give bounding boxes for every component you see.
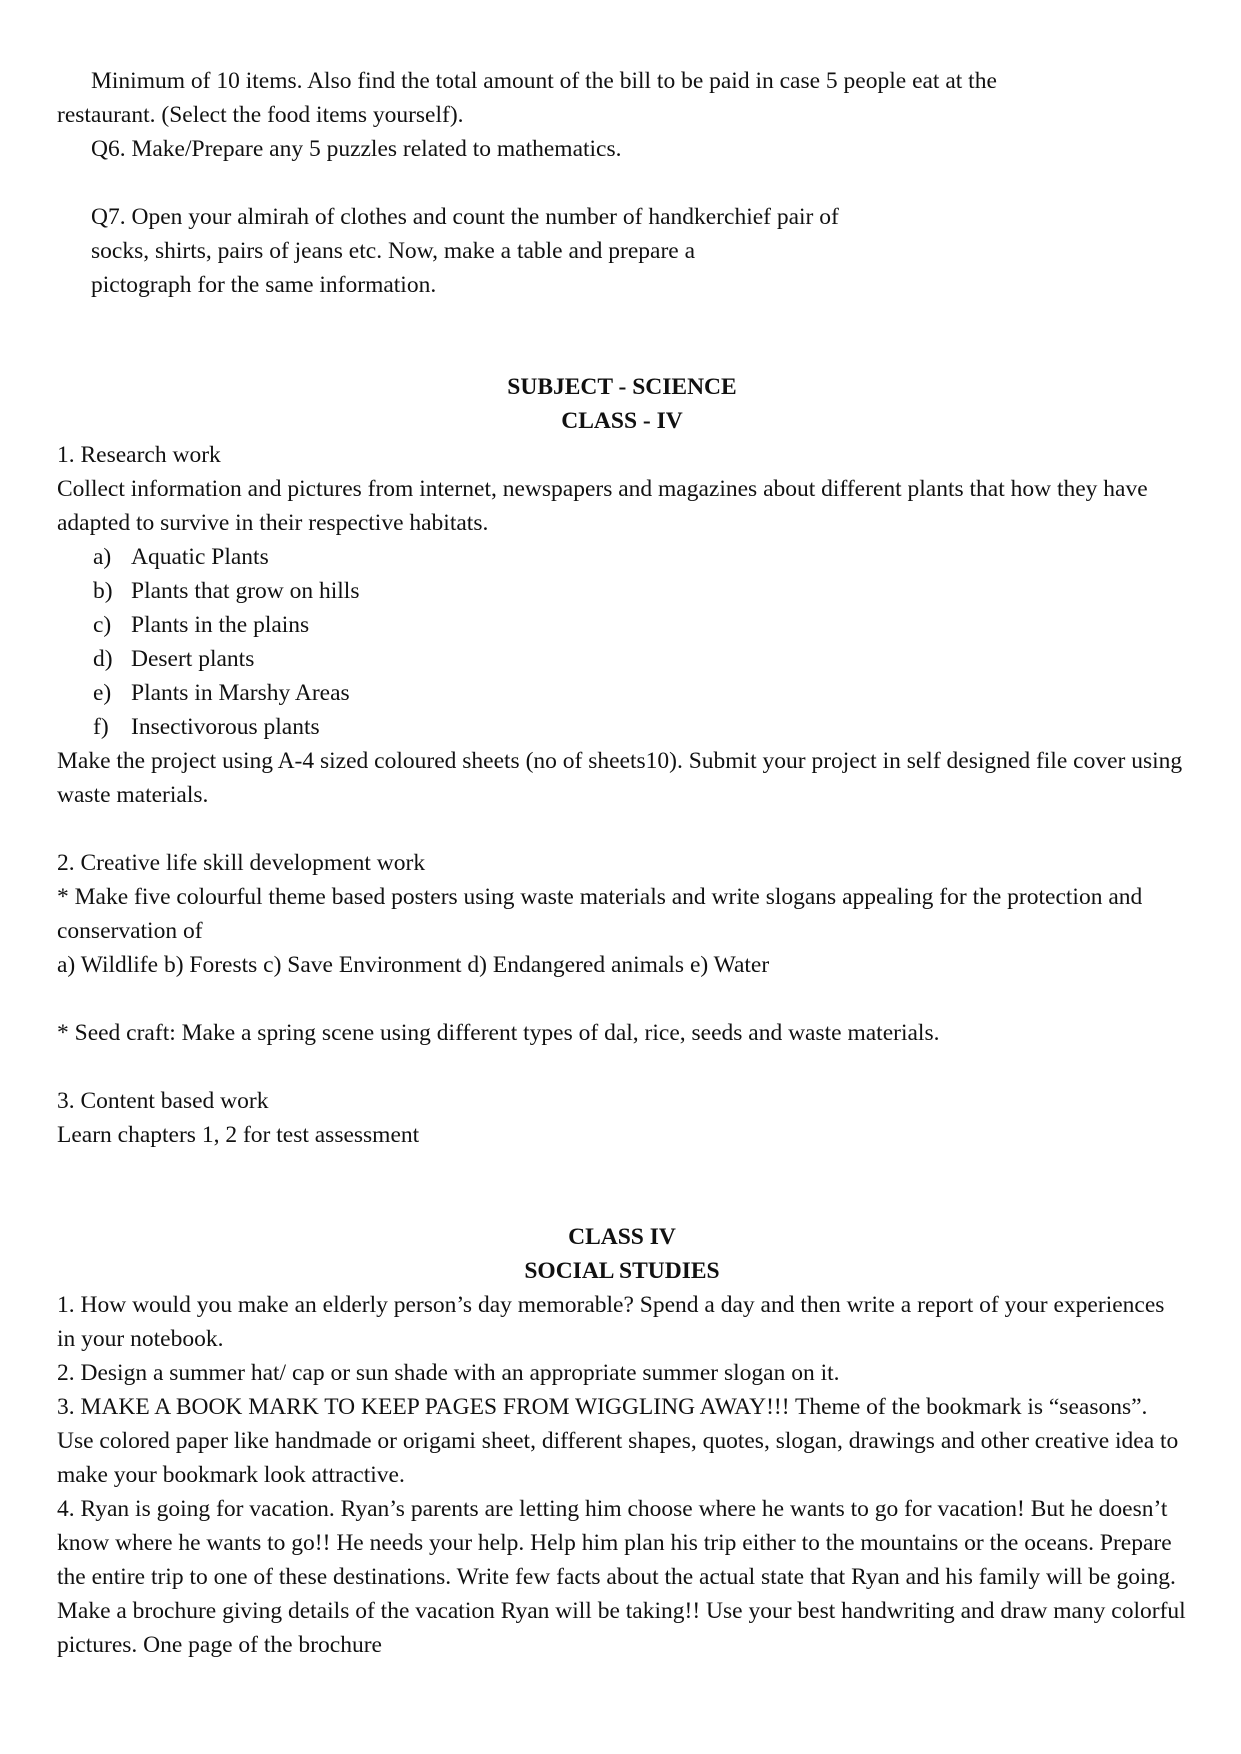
list-marker: a) (93, 544, 112, 570)
list-marker: b) (93, 578, 113, 604)
social-class: CLASS IV (568, 1224, 676, 1250)
list-item (93, 642, 1187, 676)
research-work-description: Collect information and pictures from internet, newspapers and magazines about different plants that how they have adapted to survive in their respective habitats. (57, 476, 1148, 536)
project-instructions: Make the project using A-4 sized coloured sheets (no of sheets10). Submit your project in self designed file cover using waste materials. (57, 748, 1183, 808)
list-item (93, 540, 1187, 574)
maths-section (57, 64, 1187, 302)
list-item-text: Aquatic Plants (131, 544, 269, 570)
science-heading: SUBJECT - SCIENCE (507, 374, 737, 400)
content-work-title: 3. Content based work (57, 1088, 269, 1114)
question-7-line: socks, shirts, pairs of jeans etc. Now, make a table and prepare a (91, 238, 696, 264)
research-work-title: 1. Research work (57, 442, 221, 468)
science-class: CLASS - IV (561, 408, 683, 434)
social-question-1: 1. How would you make an elderly person’s day memorable? Spend a day and then write a report of your experiences in your notebook. (57, 1292, 1165, 1352)
document-page (57, 64, 1187, 1662)
question-6: Q6. Make/Prepare any 5 puzzles related to mathematics. (91, 136, 622, 162)
list-item (93, 710, 1187, 744)
plant-types-list (57, 540, 1187, 744)
creative-work-title: 2. Creative life skill development work (57, 850, 426, 876)
list-item-text: Desert plants (131, 646, 255, 672)
list-item (93, 676, 1187, 710)
social-question-4: 4. Ryan is going for vacation. Ryan’s parents are letting him choose where he wants to go for vacation! But he doesn’t know where he wants to go!! He needs your help. Help him plan his trip either to the mountains or the oceans. Prepare the entire trip to one of these destinations. Write few facts about the actual state that Ryan and his family will be going. Make a brochure giving details of the vacation Ryan will be taking!! Use your best handwriting and draw many colorful pictures. One page of the brochure (57, 1496, 1186, 1658)
list-item (93, 608, 1187, 642)
social-studies-section (57, 1220, 1187, 1662)
question-7-line: Q7. Open your almirah of clothes and count the number of handkerchief pair of (91, 204, 839, 230)
q5-continuation-line: restaurant. (Select the food items yourself). (57, 102, 464, 128)
list-marker: e) (93, 680, 112, 706)
list-item-text: Plants that grow on hills (131, 578, 360, 604)
list-item (93, 574, 1187, 608)
list-item-text: Insectivorous plants (131, 714, 320, 740)
list-marker: c) (93, 612, 112, 638)
list-marker: f) (93, 714, 109, 740)
posters-instruction: * Make five colourful theme based posters using waste materials and write slogans appealing for the protection and conservation of (57, 884, 1143, 944)
science-section (57, 370, 1187, 1152)
list-item-text: Plants in Marshy Areas (131, 680, 350, 706)
list-item-text: Plants in the plains (131, 612, 310, 638)
list-marker: d) (93, 646, 113, 672)
content-work-description: Learn chapters 1, 2 for test assessment (57, 1122, 420, 1148)
social-heading: SOCIAL STUDIES (524, 1258, 720, 1284)
q5-continuation-line: Minimum of 10 items. Also find the total amount of the bill to be paid in case 5 people eat at the (91, 68, 997, 94)
question-7-line: pictograph for the same information. (91, 272, 437, 298)
seed-craft-instruction: * Seed craft: Make a spring scene using different types of dal, rice, seeds and waste materials. (57, 1020, 940, 1046)
social-question-2: 2. Design a summer hat/ cap or sun shade with an appropriate summer slogan on it. (57, 1360, 840, 1386)
social-question-3: 3. MAKE A BOOK MARK TO KEEP PAGES FROM WIGGLING AWAY!!! Theme of the bookmark is “seasons”. Use colored paper like handmade or origami sheet, different shapes, quotes, slogan, drawings and other creative idea to make your bookmark look attractive. (57, 1394, 1179, 1488)
poster-themes: a) Wildlife b) Forests c) Save Environment d) Endangered animals e) Water (57, 952, 770, 978)
